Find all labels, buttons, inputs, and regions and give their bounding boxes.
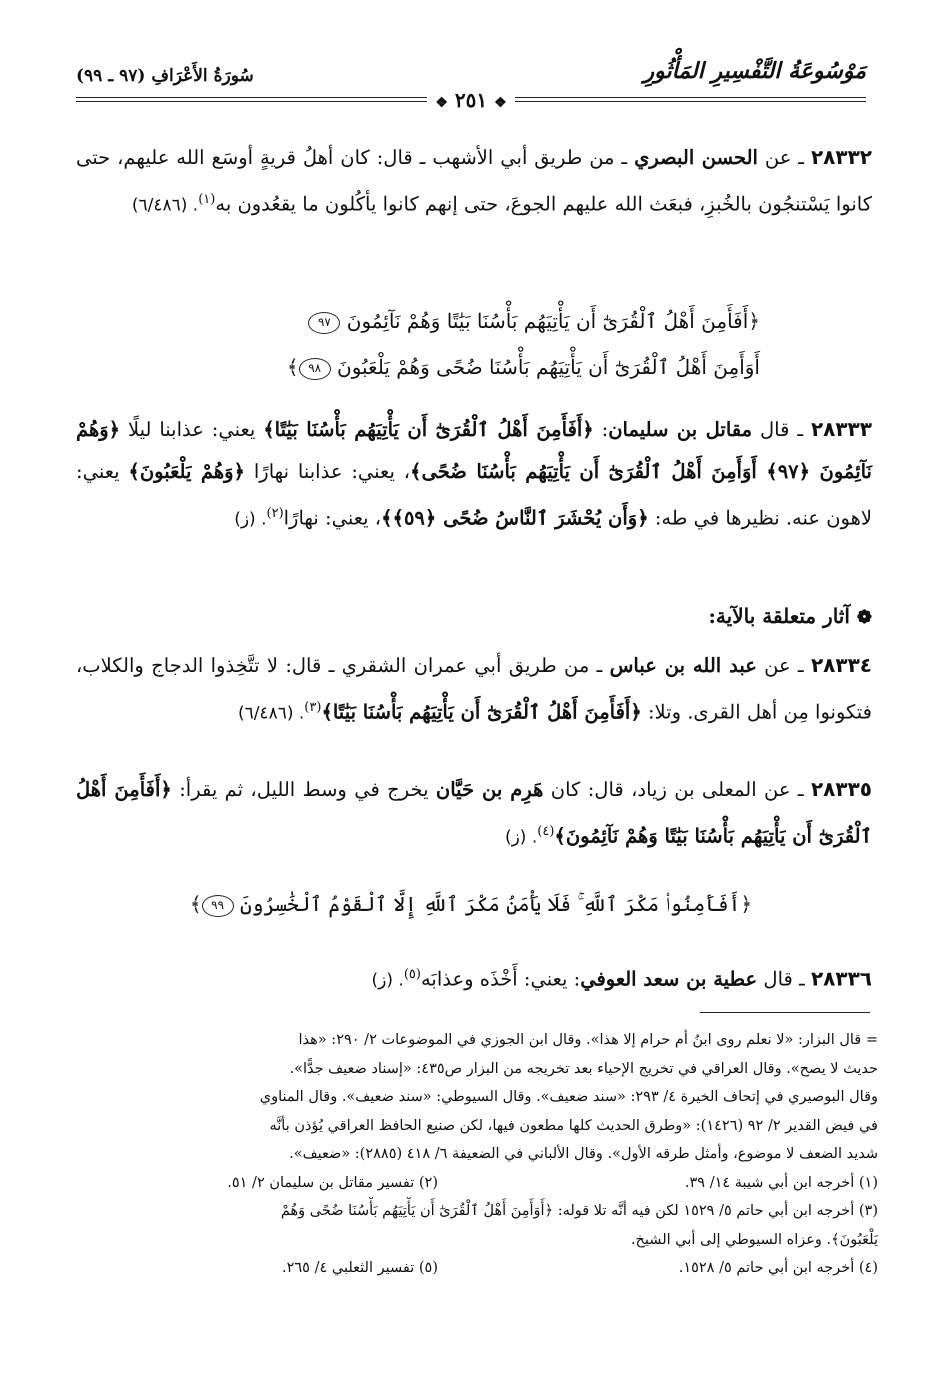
footnote-marker: (١)	[198, 192, 216, 207]
surah-heading: سُورَةُ الأَعْرَافِ (٩٧ ـ ٩٩)	[76, 66, 254, 86]
volume-reference: . (٦/٤٨٦)	[237, 703, 305, 724]
footnote-3-cont: يَلْعَبُونَ﴾. وعزاه السيوطي إلى أبي الشيخ.	[630, 1231, 878, 1248]
verse-number-98: ٩٨	[299, 358, 331, 380]
narrator-name: هَرِم بن حَيَّان	[435, 778, 544, 801]
footnote-line: وقال البوصيري في إتحاف الخيرة ٤/ ٢٩٣: «سند ضعيف». وقال السيوطي: «سند ضعيف». وقال المناوي	[259, 1089, 878, 1105]
athar-28335	[76, 768, 872, 859]
entry-number: ٢٨٣٣٢	[810, 145, 872, 169]
section-heading	[709, 604, 872, 628]
narrator-name: مقاتل بن سليمان	[608, 418, 753, 441]
page-number-wrap	[0, 88, 942, 112]
entry-text: ، يعني: عذابنا نهارًا	[244, 460, 411, 483]
athar-28332	[76, 136, 872, 227]
entry-text: ـ عن المعلى بن زياد، قال: كان	[543, 778, 811, 801]
entry-text: يخرج في وسط الليل، ثم يقرأ:	[171, 778, 436, 801]
volume-reference: . (ز)	[234, 509, 267, 530]
athar-28336	[76, 954, 872, 1002]
entry-text: ـ قال	[757, 967, 811, 991]
footnote-pair-4-5	[70, 1254, 878, 1283]
footnote-2: (٢) تفسير مقاتل بن سليمان ٢/ ٥١.	[227, 1174, 438, 1191]
entry-number: ٢٨٣٣٤	[810, 653, 872, 677]
entry-text: ، يعني: نهارًا	[283, 506, 382, 530]
verse-98	[200, 344, 760, 390]
volume-reference: . (ز)	[504, 827, 538, 848]
quran-quote: ﴿أَفَأَمِنَ أَهْلُ ٱلْقُرَىٰٓ أَن يَأْتِيَهُم بَأْسُنَا بَيَٰتًا﴾	[263, 418, 594, 441]
verse-close: ﴾	[286, 355, 299, 379]
narrator-name: عبد الله بن عباس	[609, 654, 757, 677]
verse-number-99: ٩٩	[202, 895, 234, 917]
verse-97	[200, 298, 760, 344]
verse-text: أَوَأَمِنَ أَهْلُ ٱلْقُرَىٰٓ أَن يَأْتِيَهُم بَأْسُنَا ضُحًى وَهُمْ يَلْعَبُونَ	[337, 355, 760, 379]
entry-text: ـ من طريق أبي الأشهب ـ قال: كان أهلُ قريةٍ أوسَع الله عليهم، حتى كانوا يَسْتنجُون بالخُبزِ، فبعَث الله عليهم الجوعَ، حتى إنهم كانوا يأكُلون ما يقعُدون به	[76, 146, 872, 216]
verse-close: ﴾	[189, 892, 202, 916]
athar-28334	[76, 644, 872, 735]
footnote-marker: (٥)	[403, 967, 421, 982]
entry-number: ٢٨٣٣٥	[810, 777, 873, 801]
page-number: ٢٥١	[454, 88, 488, 112]
footnote-line: في فيض القدير ٢/ ٩٢ (١٤٢٦): «وطرق الحديث كلها مطعون فيها، لكن صنيع الحافظ العراقي يُؤذن بأنَّه	[269, 1117, 878, 1134]
footnote-3: (٣) أخرجه ابن أبي حاتم ٥/ ١٥٢٩ لكن فيه أنَّه تلا قوله: ﴿أَوَأَمِنَ أَهْلُ ٱلْقُرَىٰٓ أَن يَأْتِيَهُم بَأْسُنَا ضُحًى وَهُمْ	[280, 1203, 878, 1219]
ornament-icon: ❖	[494, 95, 507, 111]
footnotes	[70, 1026, 878, 1283]
quran-verse-99	[0, 892, 942, 917]
quran-quote: ﴿وَهُمْ يَلْعَبُونَ﴾	[128, 460, 245, 483]
volume-reference: . (٦/٤٨٦)	[131, 195, 199, 216]
athar-28333	[76, 408, 872, 541]
footnote-5: (٥) تفسير الثعلبي ٤/ ٢٦٥.	[282, 1260, 438, 1276]
quran-quote: ﴿أَفَأَمِنَ أَهْلُ ٱلْقُرَىٰٓ أَن يَأْتِيَهُم بَأْسُنَا بَيَٰتًا﴾	[321, 700, 642, 724]
entry-number: ٢٨٣٣٦	[810, 966, 872, 991]
footnote-separator	[700, 1012, 870, 1013]
footnote-4: (٤) أخرجه ابن أبي حاتم ٥/ ١٥٢٨.	[678, 1260, 878, 1276]
quran-quote: ﴿أَفَأَمِنَ أَهْلُ ٱلْقُرَىٰٓ أَن يَأْتِيَهُم بَأْسُنَا بَيَٰتًا وَهُمْ نَآئِمُونَ﴾	[76, 778, 872, 848]
entry-text: يعني: عذابنا ليلًا	[120, 418, 264, 441]
entry-number: ٢٨٣٣٣	[810, 417, 872, 441]
entry-text: ـ عن	[757, 146, 811, 169]
flower-ornament-icon: ❁	[856, 607, 872, 628]
quran-verses-97-98	[200, 298, 760, 390]
verse-text: ﴿أَفَأَمِنُوا۟ مَكْرَ ٱللَّهِ ۚ فَلَا يَأْمَنُ مَكْرَ ٱللَّهِ إِلَّا ٱلْقَوْمُ ٱلْخَٰسِرُونَ	[239, 892, 753, 916]
verse-number-97: ٩٧	[308, 312, 340, 334]
section-heading-text: آثار متعلقة بالآية:	[708, 604, 850, 628]
entry-text: :	[593, 418, 609, 441]
entry-text: ـ قال	[752, 418, 811, 441]
page-number-box	[427, 88, 514, 112]
quran-quote: ﴿وَأَن يُحْشَرَ ٱلنَّاسُ ضُحًى ﴿٥٩﴾﴾	[381, 506, 649, 530]
narrator-name: الحسن البصري	[634, 146, 758, 169]
footnote-line: حديث لا يصح». وقال العراقي في تخريج الإحياء بعد تخريجه من البزار ص٤٣٥: «إسناد ضعيف جدًّا».	[289, 1060, 878, 1077]
book-title: مَوْسُوعَةُ التَّفْسِيرِ المَأْثُورِ	[643, 58, 866, 84]
entry-text: يعني: لاهون عنه. نظيرها في طه:	[76, 460, 872, 530]
footnote-line: = قال البزار: «لا نعلم روى ابنُ أم حرام إلا هذا». وقال ابن الجوزي في الموضوعات ٢/ ٢٩٠: «هذا	[298, 1032, 878, 1048]
footnote-marker: (٤)	[537, 824, 555, 839]
footnote-marker: (٢)	[266, 506, 284, 521]
entry-text: ـ عن	[756, 654, 811, 677]
entry-text: ـ من طريق أبي عمران الشقري ـ قال: لا تتَّخِذوا الدجاج والكلاب، فتكونوا مِن أهل القرى. وتلا:	[76, 654, 872, 724]
verse-text: ﴿أَفَأَمِنَ أَهْلُ ٱلْقُرَىٰٓ أَن يَأْتِيَهُم بَأْسُنَا بَيَٰتًا وَهُمْ نَآئِمُونَ	[346, 309, 760, 333]
ornament-icon: ❖	[435, 95, 448, 111]
volume-reference: . (ز)	[371, 970, 404, 991]
narrator-name: عطية بن سعد العوفي	[580, 967, 758, 991]
footnote-marker: (٣)	[304, 700, 322, 715]
quran-quote: ﴿وَهُمْ نَآئِمُونَ ﴿٩٧﴾ أَوَأَمِنَ أَهْلُ ٱلْقُرَىٰٓ أَن يَأْتِيَهُم بَأْسُنَا ضُحًى﴾	[76, 418, 872, 483]
footnote-pair-1-2	[70, 1169, 878, 1198]
footnote-line: شديد الضعف لا موضوع، وأمثل طرقه الأول». وقال الألباني في الضعيفة ٦/ ٤١٨ (٢٨٨٥): «ضعيف».	[289, 1146, 878, 1162]
entry-text: : يعني: أَخْذَه وعذابَه	[420, 967, 581, 991]
footnote-1: (١) أخرجه ابن أبي شيبة ١٤/ ٣٩.	[684, 1174, 878, 1191]
